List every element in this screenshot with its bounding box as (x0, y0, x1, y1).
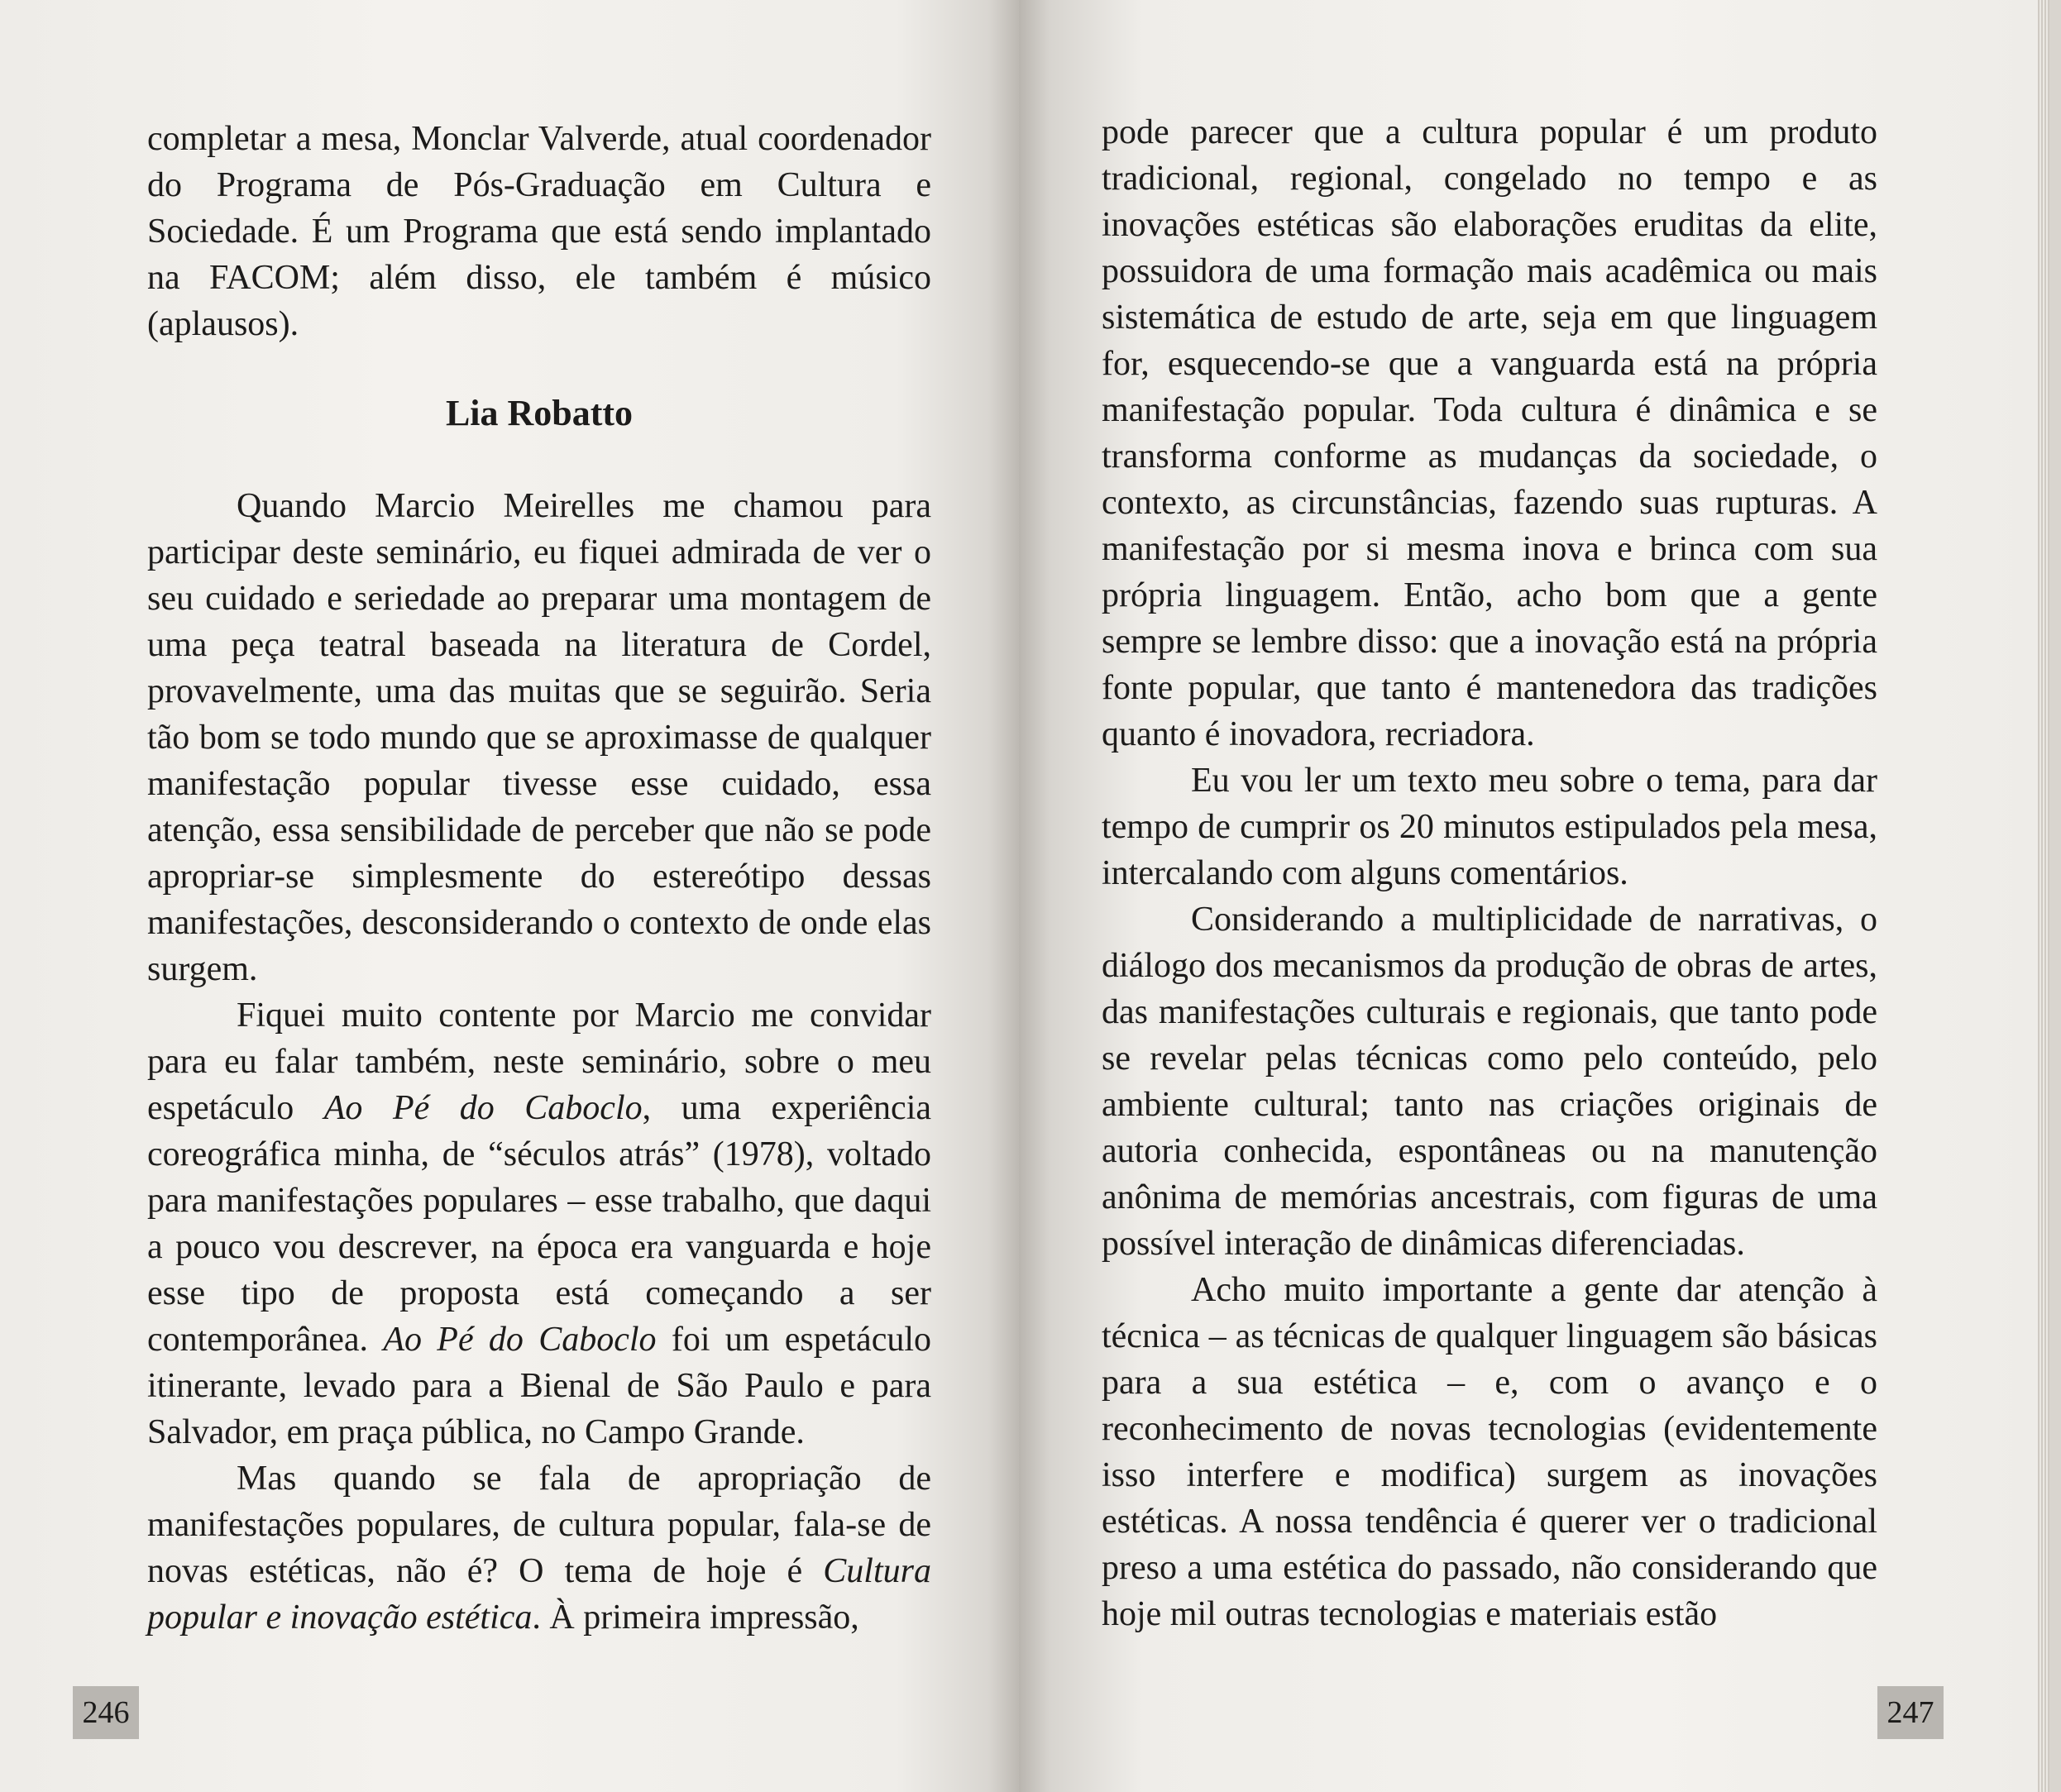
right-page-text (1102, 109, 1877, 1637)
text-run: . À primeira impressão, (532, 1598, 859, 1637)
show-title-italic: Ao Pé do Caboclo (323, 1089, 643, 1127)
left-paragraph-4 (147, 1455, 931, 1641)
left-paragraph-3 (147, 992, 931, 1455)
show-title-italic: Ao Pé do Caboclo (383, 1321, 657, 1359)
text-run: Mas quando se fala de apropriação de manifestações populares, de cultura popular, fala-se de novas estéticas, não é? O tema de hoje é (147, 1460, 931, 1590)
text-run: Fiquei muito contente por Marcio me convidar para eu falar também, neste seminário, sobre o meu espetáculo (147, 996, 931, 1127)
left-paragraph-1: completar a mesa, Monclar Valverde, atual coordenador do Programa de Pós-Graduação em Cultura e Sociedade. É um Programa que está sendo implantado na FACOM; além disso, ele também é músico (aplausos). (147, 120, 931, 343)
left-paragraph-2: Quando Marcio Meirelles me chamou para participar deste seminário, eu fiquei admirada de ver o seu cuidado e seriedade ao preparar uma montagem de uma peça teatral baseada na literatura de Cordel, provavelmente, uma das muitas que se seguirão. Seria tão bom se todo mundo que se aproximasse de qualquer manifestação popular tivesse esse cuidado, essa atenção, essa sensibilidade de perceber que não se pode apropriar-se simplesmente do estereótipo dessas manifestações, desconsiderando o contexto de onde elas surgem. (147, 487, 931, 988)
page-edge (2038, 0, 2049, 1792)
right-page (1019, 0, 2049, 1792)
right-paragraph-3: Considerando a multiplicidade de narrativas, o diálogo dos mecanismos da produção de obras de artes, das manifestações culturais e regionais, que tanto pode se revelar pelas técnicas como pelo conteúdo, pelo ambiente cultural; tanto nas criações originais de autoria conhecida, espontâneas ou na manutenção anônima de memórias ancestrais, com figuras de uma possível interação de dinâmicas diferenciadas. (1102, 901, 1877, 1263)
right-paragraph-1: pode parecer que a cultura popular é um produto tradicional, regional, congelado no tempo e as inovações estéticas são elaborações eruditas da elite, possuidora de uma formação mais acadêmica ou mais sistemática de estudo de arte, seja em que linguagem for, esquecendo-se que a vanguarda está na própria manifestação popular. Toda cultura é dinâmica e se transforma conforme as mudanças da sociedade, o contexto, as circunstâncias, fazendo suas rupturas. A manifestação por si mesma inova e brinca com sua própria linguagem. Então, acho bom que a gente sempre se lembre disso: que a inovação está na própria fonte popular, que tanto é mantenedora das tradições quanto é inovadora, recriadora. (1102, 113, 1877, 753)
left-page-text (147, 116, 931, 1641)
right-paragraph-4: Acho muito importante a gente dar atenção à técnica – as técnicas de qualquer linguagem são básicas para a sua estética – e, com o avanço e o reconhecimento de novas tecnologias (evidentemente isso interfere e modifica) surgem as inovações estéticas. A nossa tendência é querer ver o tradicional preso a uma estética do passado, não considerando que hoje mil outras tecnologias e materiais estão (1102, 1271, 1877, 1633)
right-paragraph-2: Eu vou ler um texto meu sobre o tema, para dar tempo de cumprir os 20 minutos estipulados pela mesa, intercalando com alguns comentários. (1102, 762, 1877, 892)
page-number-left: 246 (73, 1686, 139, 1739)
left-page (0, 0, 1019, 1792)
text-run: foi um espetáculo itinerante, levado para a Bienal de São Paulo e para Salvador, em praça pública, no Campo Grande. (147, 1321, 932, 1451)
page-number-right: 247 (1877, 1686, 1944, 1739)
text-run: , uma experiência coreográfica minha, de “séculos atrás” (1978), voltado para manifestações populares – esse trabalho, que daqui a pouco vou descrever, na época era vanguarda e hoje esse tipo de proposta está começando a ser contemporânea. (147, 1089, 932, 1359)
speaker-heading: Lia Robatto (445, 393, 634, 433)
theme-title-italic: Cultura popular e inovação estética (147, 1552, 931, 1637)
